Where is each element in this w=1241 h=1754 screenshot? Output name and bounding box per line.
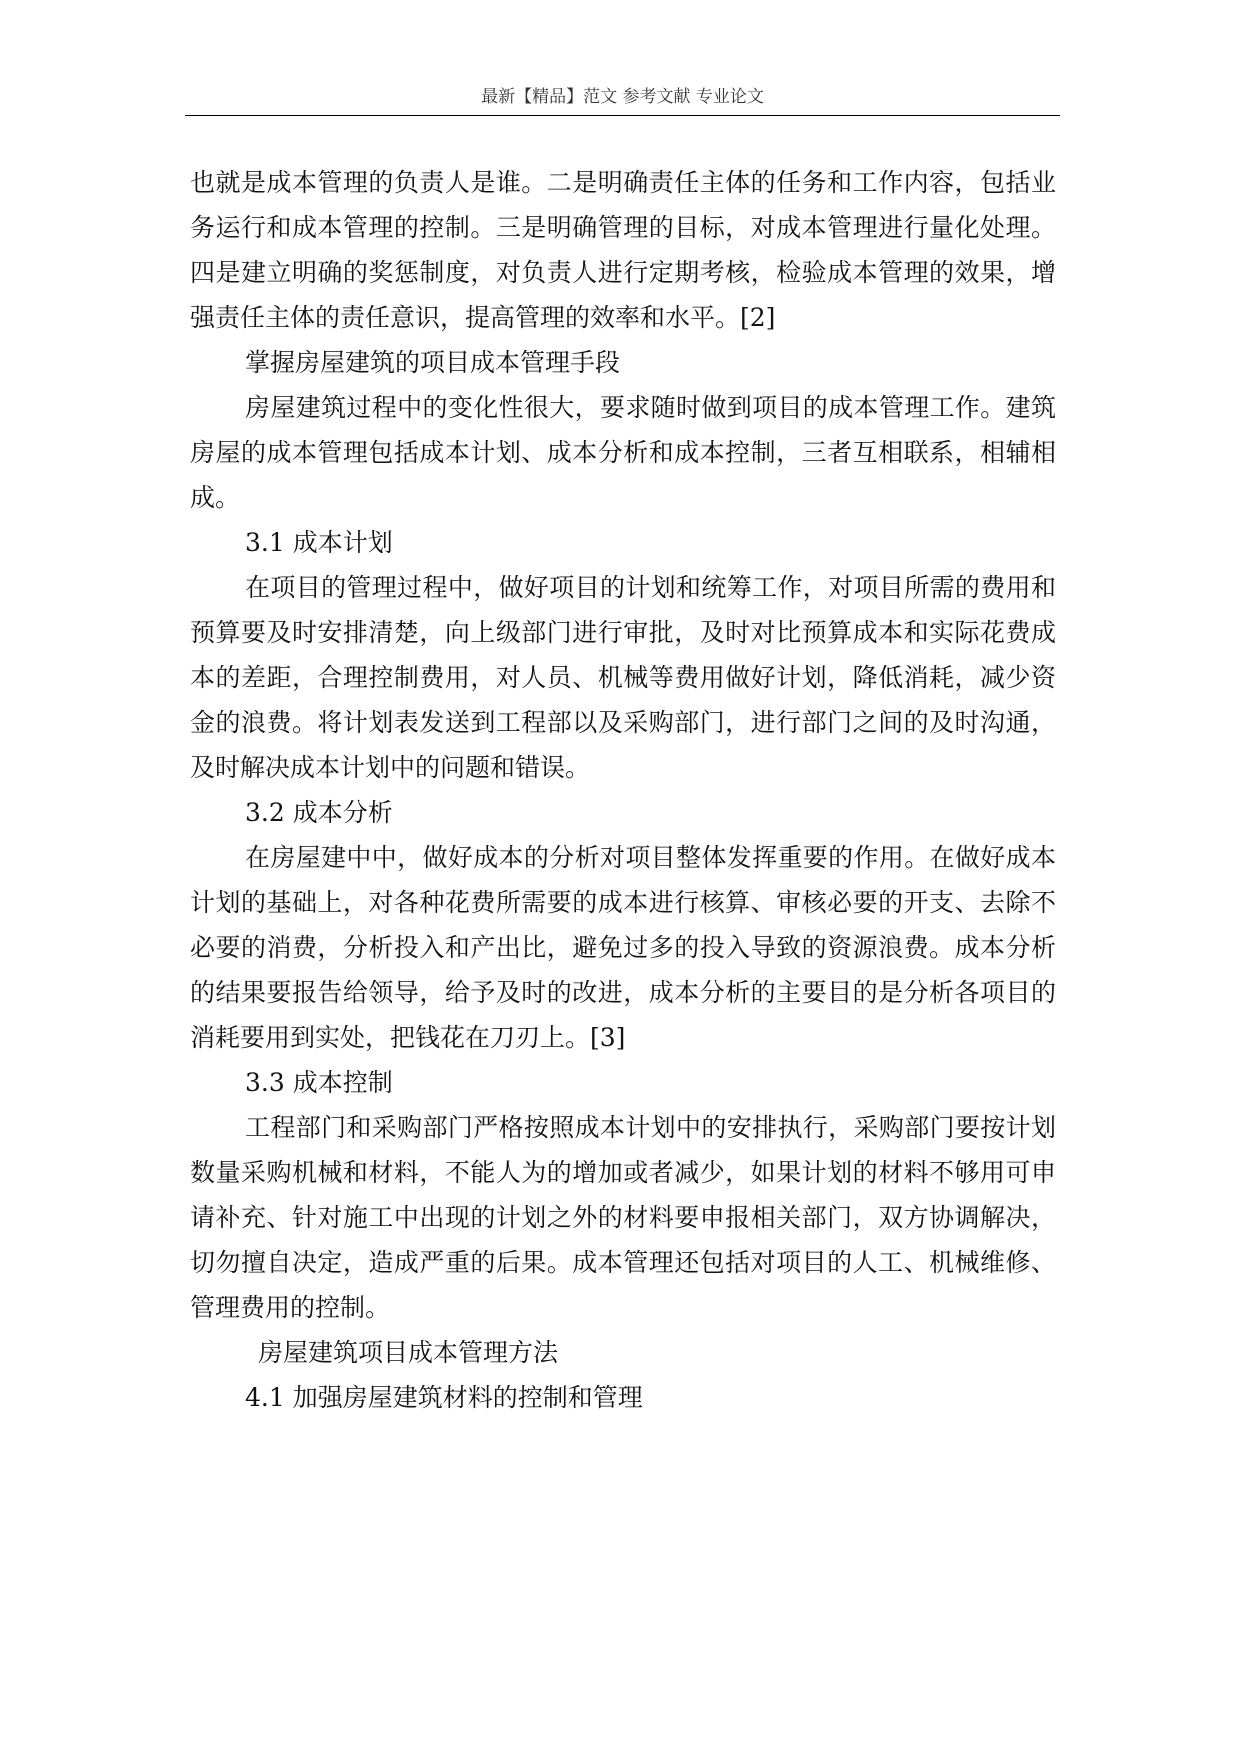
subsection-heading: 3.1 成本计划 bbox=[245, 528, 393, 557]
body-paragraph: 房屋建筑过程中的变化性很大，要求随时做到项目的成本管理工作。建筑房屋的成本管理包括成本计划、成本分析和成本控制，三者互相联系，相辅相成。 bbox=[190, 393, 1056, 512]
section-heading: 掌握房屋建筑的项目成本管理手段 bbox=[245, 348, 621, 377]
subsection-heading: 3.3 成本控制 bbox=[245, 1068, 393, 1097]
header-divider bbox=[185, 115, 1060, 116]
document-body bbox=[190, 160, 1056, 1420]
page-header: 最新【精品】范文 参考文献 专业论文 bbox=[481, 87, 764, 107]
body-paragraph: 也就是成本管理的负责人是谁。二是明确责任主体的任务和工作内容，包括业务运行和成本管理的控制。三是明确管理的目标，对成本管理进行量化处理。四是建立明确的奖惩制度，对负责人进行定期考核，检验成本管理的效果，增强责任主体的责任意识，提高管理的效率和水平。[2] bbox=[190, 168, 1056, 332]
subsection-heading: 3.2 成本分析 bbox=[245, 798, 393, 827]
body-paragraph: 工程部门和采购部门严格按照成本计划中的安排执行，采购部门要按计划数量采购机械和材料，不能人为的增加或者减少，如果计划的材料不够用可申请补充、针对施工中出现的计划之外的材料要申报相关部门，双方协调解决，切勿擅自决定，造成严重的后果。成本管理还包括对项目的人工、机械维修、管理费用的控制。 bbox=[190, 1113, 1056, 1322]
body-paragraph: 在房屋建中中，做好成本的分析对项目整体发挥重要的作用。在做好成本计划的基础上，对各种花费所需要的成本进行核算、审核必要的开支、去除不必要的消费，分析投入和产出比，避免过多的投入导致的资源浪费。成本分析的结果要报告给领导，给予及时的改进，成本分析的主要目的是分析各项目的消耗要用到实处，把钱花在刀刃上。[3] bbox=[190, 843, 1056, 1052]
body-paragraph: 在项目的管理过程中，做好项目的计划和统筹工作，对项目所需的费用和预算要及时安排清楚，向上级部门进行审批，及时对比预算成本和实际花费成本的差距，合理控制费用，对人员、机械等费用做好计划，降低消耗，减少资金的浪费。将计划表发送到工程部以及采购部门，进行部门之间的及时沟通，及时解决成本计划中的问题和错误。 bbox=[190, 573, 1056, 782]
subsection-heading: 4.1 加强房屋建筑材料的控制和管理 bbox=[245, 1383, 643, 1412]
section-heading: 房屋建筑项目成本管理方法 bbox=[258, 1338, 559, 1367]
